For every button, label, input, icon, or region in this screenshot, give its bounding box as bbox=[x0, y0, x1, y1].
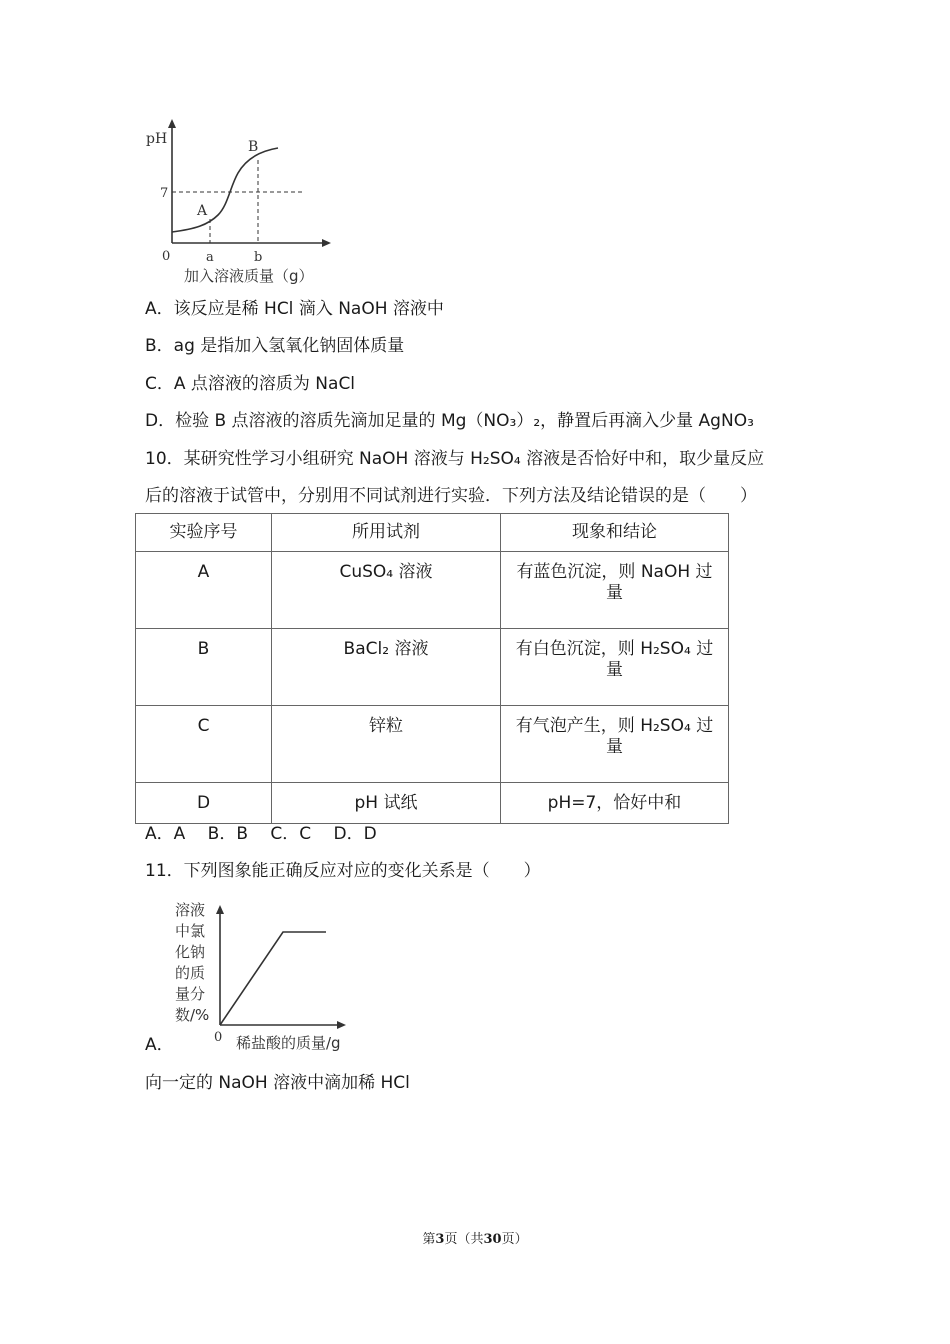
nacl-fraction-figure bbox=[170, 895, 360, 1055]
row-b-reagent: BaCl₂ 溶液 bbox=[272, 629, 501, 706]
table-row bbox=[136, 783, 729, 824]
row-b-result: 有白色沉淀，则 H₂SO₄ 过量 bbox=[501, 629, 729, 706]
y-label-line4: 的质 bbox=[175, 964, 206, 982]
point-a-label: A bbox=[197, 203, 208, 219]
table-header-row bbox=[136, 514, 729, 552]
footer-suffix: 页） bbox=[501, 1232, 528, 1247]
y-axis-label: pH bbox=[146, 131, 168, 147]
q9-option-c: C．A 点溶液的溶质为 NaCl bbox=[145, 374, 356, 394]
tick-a-label: a bbox=[206, 250, 214, 265]
header-result: 现象和结论 bbox=[501, 514, 729, 552]
row-d-reagent: pH 试纸 bbox=[272, 783, 501, 824]
ph-curve bbox=[172, 148, 278, 232]
footer-prefix: 第 bbox=[422, 1232, 436, 1247]
x-axis-arrow bbox=[322, 239, 331, 247]
table-row bbox=[136, 706, 729, 783]
y-label-line2: 中氯 bbox=[175, 922, 206, 940]
footer-page-number: 3 bbox=[435, 1232, 445, 1247]
row-a-reagent: CuSO₄ 溶液 bbox=[272, 552, 501, 629]
nacl-line bbox=[220, 932, 326, 1025]
ph-curve-figure bbox=[140, 115, 340, 290]
q11-option-a-label: A． bbox=[145, 1035, 174, 1055]
row-d-seq: D bbox=[136, 783, 272, 824]
table-row bbox=[136, 629, 729, 706]
y-label-line1: 溶液 bbox=[175, 901, 206, 919]
footer-middle: 页（共 bbox=[444, 1232, 484, 1247]
row-b-seq: B bbox=[136, 629, 272, 706]
point-b-label: B bbox=[248, 139, 259, 155]
q10-choices: A．A B．B C．C D．D bbox=[145, 824, 377, 844]
y-label-line3: 化钠 bbox=[175, 943, 206, 961]
q11-option-a-desc: 向一定的 NaOH 溶液中滴加稀 HCl bbox=[145, 1073, 410, 1093]
header-reagent: 所用试剂 bbox=[272, 514, 501, 552]
y-tick-7: 7 bbox=[160, 186, 169, 201]
x-axis-label: 稀盐酸的质量/g bbox=[236, 1034, 341, 1052]
q10-stem-line1: 10．某研究性学习小组研究 NaOH 溶液与 H₂SO₄ 溶液是否恰好中和，取少量反应 bbox=[145, 449, 765, 469]
q11-stem: 11．下列图象能正确反应对应的变化关系是（ ） bbox=[145, 861, 541, 881]
table-row bbox=[136, 552, 729, 629]
tick-b-label: b bbox=[254, 250, 263, 265]
q10-table bbox=[135, 513, 729, 824]
y-label-line6: 数/% bbox=[175, 1006, 210, 1024]
y-label-line5: 量分 bbox=[175, 985, 206, 1003]
row-d-result: pH=7，恰好中和 bbox=[501, 783, 729, 824]
row-c-result: 有气泡产生，则 H₂SO₄ 过量 bbox=[501, 706, 729, 783]
x-axis-arrow bbox=[337, 1021, 346, 1029]
row-c-seq: C bbox=[136, 706, 272, 783]
q10-stem-line2: 后的溶液于试管中，分别用不同试剂进行实验．下列方法及结论错误的是（ ） bbox=[145, 486, 757, 506]
q9-option-d: D．检验 B 点溶液的溶质先滴加足量的 Mg（NO₃）₂，静置后再滴入少量 AgNO₃ bbox=[145, 411, 754, 431]
q9-option-b: B．ag 是指加入氢氧化钠固体质量 bbox=[145, 336, 405, 356]
q9-option-a: A．该反应是稀 HCl 滴入 NaOH 溶液中 bbox=[145, 299, 444, 319]
origin-label: 0 bbox=[162, 249, 171, 264]
y-axis-arrow bbox=[168, 119, 176, 128]
origin-label: 0 bbox=[214, 1030, 223, 1045]
row-c-reagent: 锌粒 bbox=[272, 706, 501, 783]
row-a-seq: A bbox=[136, 552, 272, 629]
x-axis-label: 加入溶液质量（g） bbox=[184, 267, 314, 285]
page-footer bbox=[0, 1228, 950, 1247]
header-seq: 实验序号 bbox=[136, 514, 272, 552]
y-axis-arrow bbox=[216, 905, 224, 914]
row-a-result: 有蓝色沉淀，则 NaOH 过量 bbox=[501, 552, 729, 629]
footer-total-pages: 30 bbox=[483, 1232, 502, 1247]
